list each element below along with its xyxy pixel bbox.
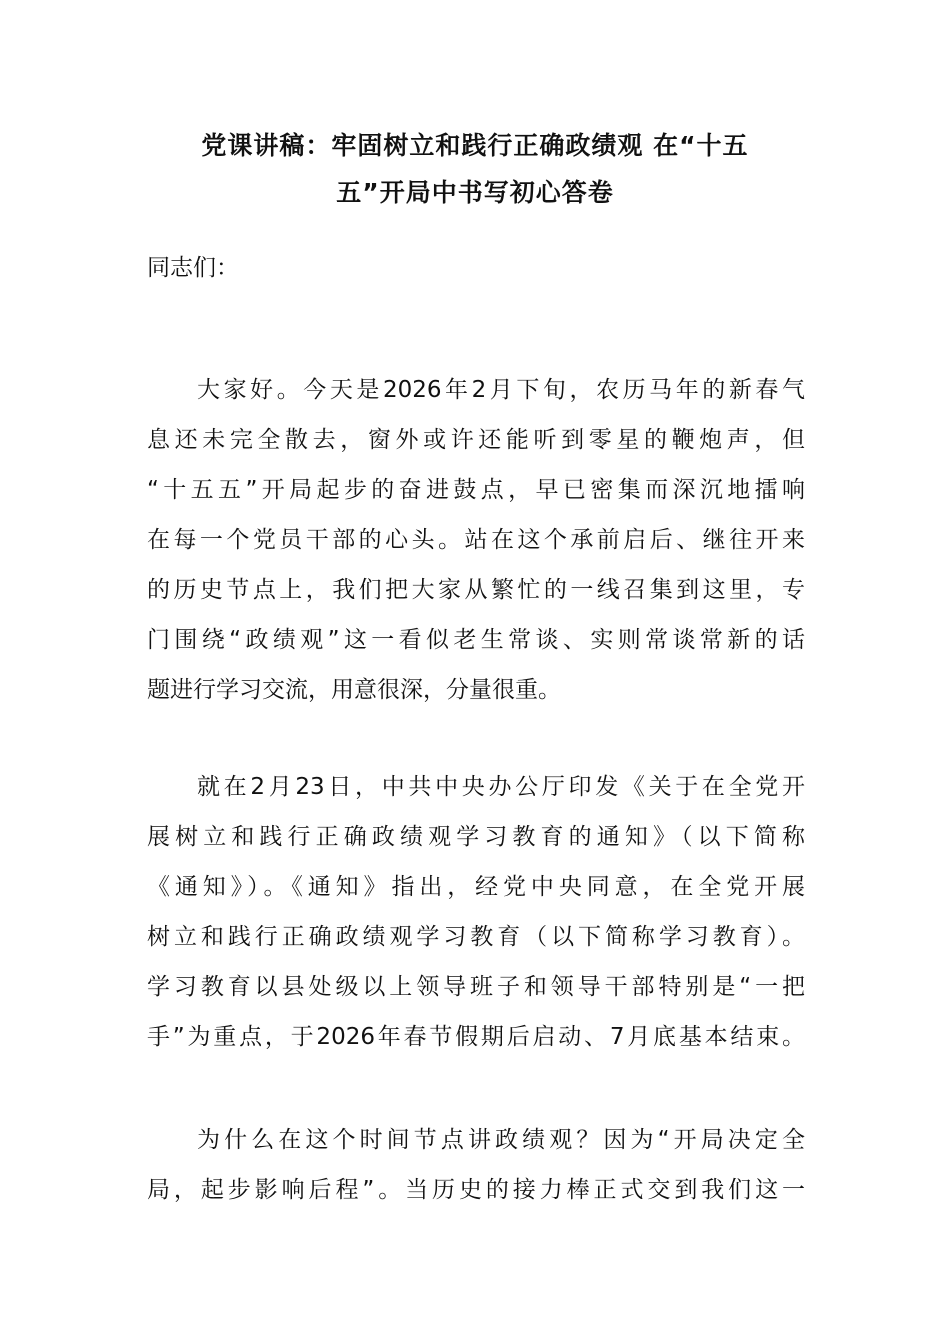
document-title-line-1: 党课讲稿：牢固树立和践行正确政绩观 在“十五 [201,131,749,160]
text-line: “十五五”开局起步的奋进鼓点，早已密集而深沉地擂响 [147,477,805,503]
text-line: 《通知》）。《通知》指出，经党中央同意，在全党开展 [147,874,805,900]
document-title-line-2: 五”开局中书写初心答卷 [336,178,614,207]
text-line: 息还未完全散去，窗外或许还能听到零星的鞭炮声，但 [147,427,805,453]
paragraph-3 [147,1115,805,1215]
salutation-text: 同志们： [147,255,239,281]
text-line: 题进行学习交流，用意很深，分量很重。 [147,677,561,703]
text-line: 树立和践行正确政绩观学习教育（以下简称学习教育）。 [147,924,805,950]
text-line: 手”为重点，于2026年春节假期后启动、7月底基本结束。 [147,1024,805,1050]
paragraph-2 [147,762,805,1062]
text-line: 展树立和践行正确政绩观学习教育的通知》（以下简称 [147,824,805,850]
text-line: 大家好。今天是2026年2月下旬，农历马年的新春气 [197,377,805,403]
text-line: 就在2月23日，中共中央办公厅印发《关于在全党开 [197,774,805,800]
text-line: 的历史节点上，我们把大家从繁忙的一线召集到这里，专 [147,577,805,603]
paragraph-1 [147,365,805,715]
text-line: 门围绕“政绩观”这一看似老生常谈、实则常谈常新的话 [147,627,805,653]
text-line: 为什么在这个时间节点讲政绩观？因为“开局决定全 [197,1127,805,1153]
text-line: 局，起步影响后程”。当历史的接力棒正式交到我们这一 [147,1177,805,1203]
text-line: 学习教育以县处级以上领导班子和领导干部特别是“一把 [147,974,805,1000]
salutation [147,243,805,293]
text-line: 在每一个党员干部的心头。站在这个承前启后、继往开来 [147,527,805,553]
